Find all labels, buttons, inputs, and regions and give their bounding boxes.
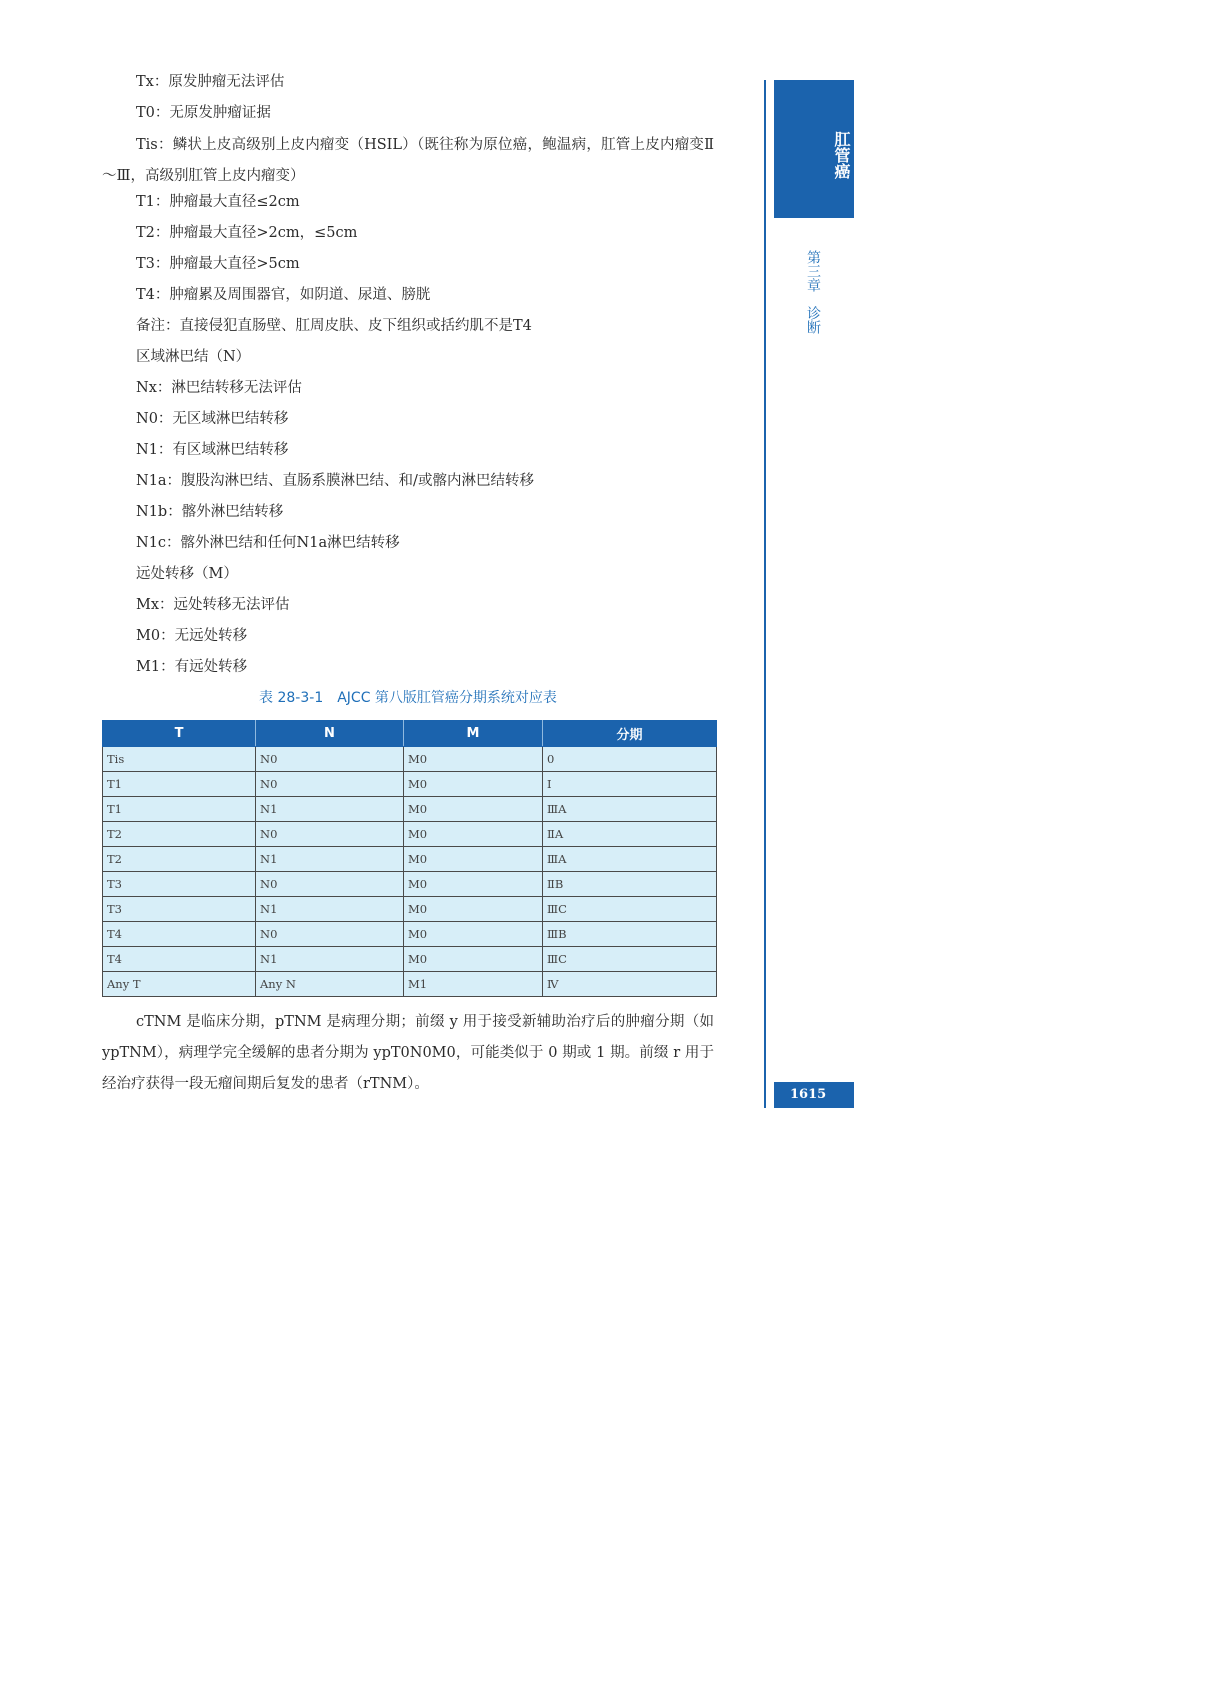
table-row [103,822,717,847]
section-title: 肛管癌 [832,131,851,179]
text-line: 区域淋巴结（N） [136,349,251,365]
table-cell: N0 [256,922,404,947]
table-row [103,797,717,822]
table-row [103,947,717,972]
table-cell: T2 [103,822,256,847]
text-line: N0：无区域淋巴结转移 [136,411,289,427]
table-cell: M0 [404,772,543,797]
table-row [103,972,717,997]
table-cell: N0 [256,747,404,772]
table-cell: Ⅰ [543,772,717,797]
table-cell: M0 [404,872,543,897]
column-header-stage: 分期 [543,721,717,747]
table-cell: M0 [404,822,543,847]
table-cell: ⅢC [543,897,717,922]
text-line: N1a：腹股沟淋巴结、直肠系膜淋巴结、和/或髂内淋巴结转移 [136,473,534,489]
tis-paragraph: Tis：鳞状上皮高级别上皮内瘤变（HSIL）（既往称为原位癌，鲍温病，肛管上皮内瘤变Ⅱ～Ⅲ，高级别肛管上皮内瘤变） [102,137,714,184]
table-row [103,922,717,947]
table-cell: Ⅳ [543,972,717,997]
table-cell: M1 [404,972,543,997]
table-row [103,897,717,922]
table-cell: T1 [103,772,256,797]
table-cell: N1 [256,847,404,872]
table-cell: Tis [103,747,256,772]
table-caption: 表 28-3-1 AJCC 第八版肛管癌分期系统对应表 [259,690,557,706]
text-line: M0：无远处转移 [136,628,248,644]
table-cell: ⅢB [543,922,717,947]
text-line: T1：肿瘤最大直径≤2cm [136,194,300,210]
table-cell: 0 [543,747,717,772]
text-line: 远处转移（M） [136,566,238,582]
table-cell: Any T [103,972,256,997]
text-line: T0：无原发肿瘤证据 [136,105,271,121]
table-cell: N1 [256,897,404,922]
table-cell: N1 [256,947,404,972]
text-line: T3：肿瘤最大直径>5cm [136,256,300,272]
text-line: 备注：直接侵犯直肠壁、肛周皮肤、皮下组织或括约肌不是T4 [136,318,532,334]
table-cell: N1 [256,797,404,822]
table-cell: T4 [103,922,256,947]
sidebar-divider [764,80,766,1108]
text-line: N1c：髂外淋巴结和任何N1a淋巴结转移 [136,535,400,551]
table-cell: T3 [103,872,256,897]
text-line: T4：肿瘤累及周围器官，如阴道、尿道、膀胱 [136,287,431,303]
table-row [103,847,717,872]
column-header-m: M [404,721,543,747]
table-cell: T2 [103,847,256,872]
table-cell: N0 [256,822,404,847]
closing-paragraph: cTNM 是临床分期，pTNM 是病理分期；前缀 y 用于接受新辅助治疗后的肿瘤分期（如 ypTNM），病理学完全缓解的患者分期为 ypT0N0M0，可能类似于 0 期或 1 期。前缀 r 用于经治疗获得一段无瘤间期后复发的患者（rTNM）。 [102,1014,714,1092]
table-row [103,872,717,897]
table-cell: N0 [256,772,404,797]
staging-table [102,720,717,997]
table-cell: N0 [256,872,404,897]
table-cell: T4 [103,947,256,972]
table-cell: M0 [404,797,543,822]
table-cell: T3 [103,897,256,922]
column-header-n: N [256,721,404,747]
table-row [103,772,717,797]
table-cell: Any N [256,972,404,997]
table-cell: ⅢA [543,847,717,872]
table-cell: M0 [404,922,543,947]
column-header-t: T [103,721,256,747]
table-cell: M0 [404,897,543,922]
table-cell: ⅡA [543,822,717,847]
text-line: Nx：淋巴结转移无法评估 [136,380,302,396]
table-row [103,747,717,772]
section-tab [774,80,854,218]
table-cell: T1 [103,797,256,822]
table-cell: M0 [404,747,543,772]
table-cell: M0 [404,847,543,872]
page-number: 1615 [774,1082,854,1108]
table-cell: ⅢC [543,947,717,972]
text-line: M1：有远处转移 [136,659,248,675]
text-line: T2：肿瘤最大直径>2cm，≤5cm [136,225,358,241]
text-line: Mx：远处转移无法评估 [136,597,290,613]
table-cell: ⅡB [543,872,717,897]
table-cell: M0 [404,947,543,972]
table-cell: ⅢA [543,797,717,822]
text-line: Tx：原发肿瘤无法评估 [136,74,285,90]
text-line: N1：有区域淋巴结转移 [136,442,289,458]
text-line: N1b：髂外淋巴结转移 [136,504,284,520]
table-header-row [103,721,717,747]
main-content [102,72,714,1100]
chapter-label: 第三章 诊断 [805,250,821,334]
